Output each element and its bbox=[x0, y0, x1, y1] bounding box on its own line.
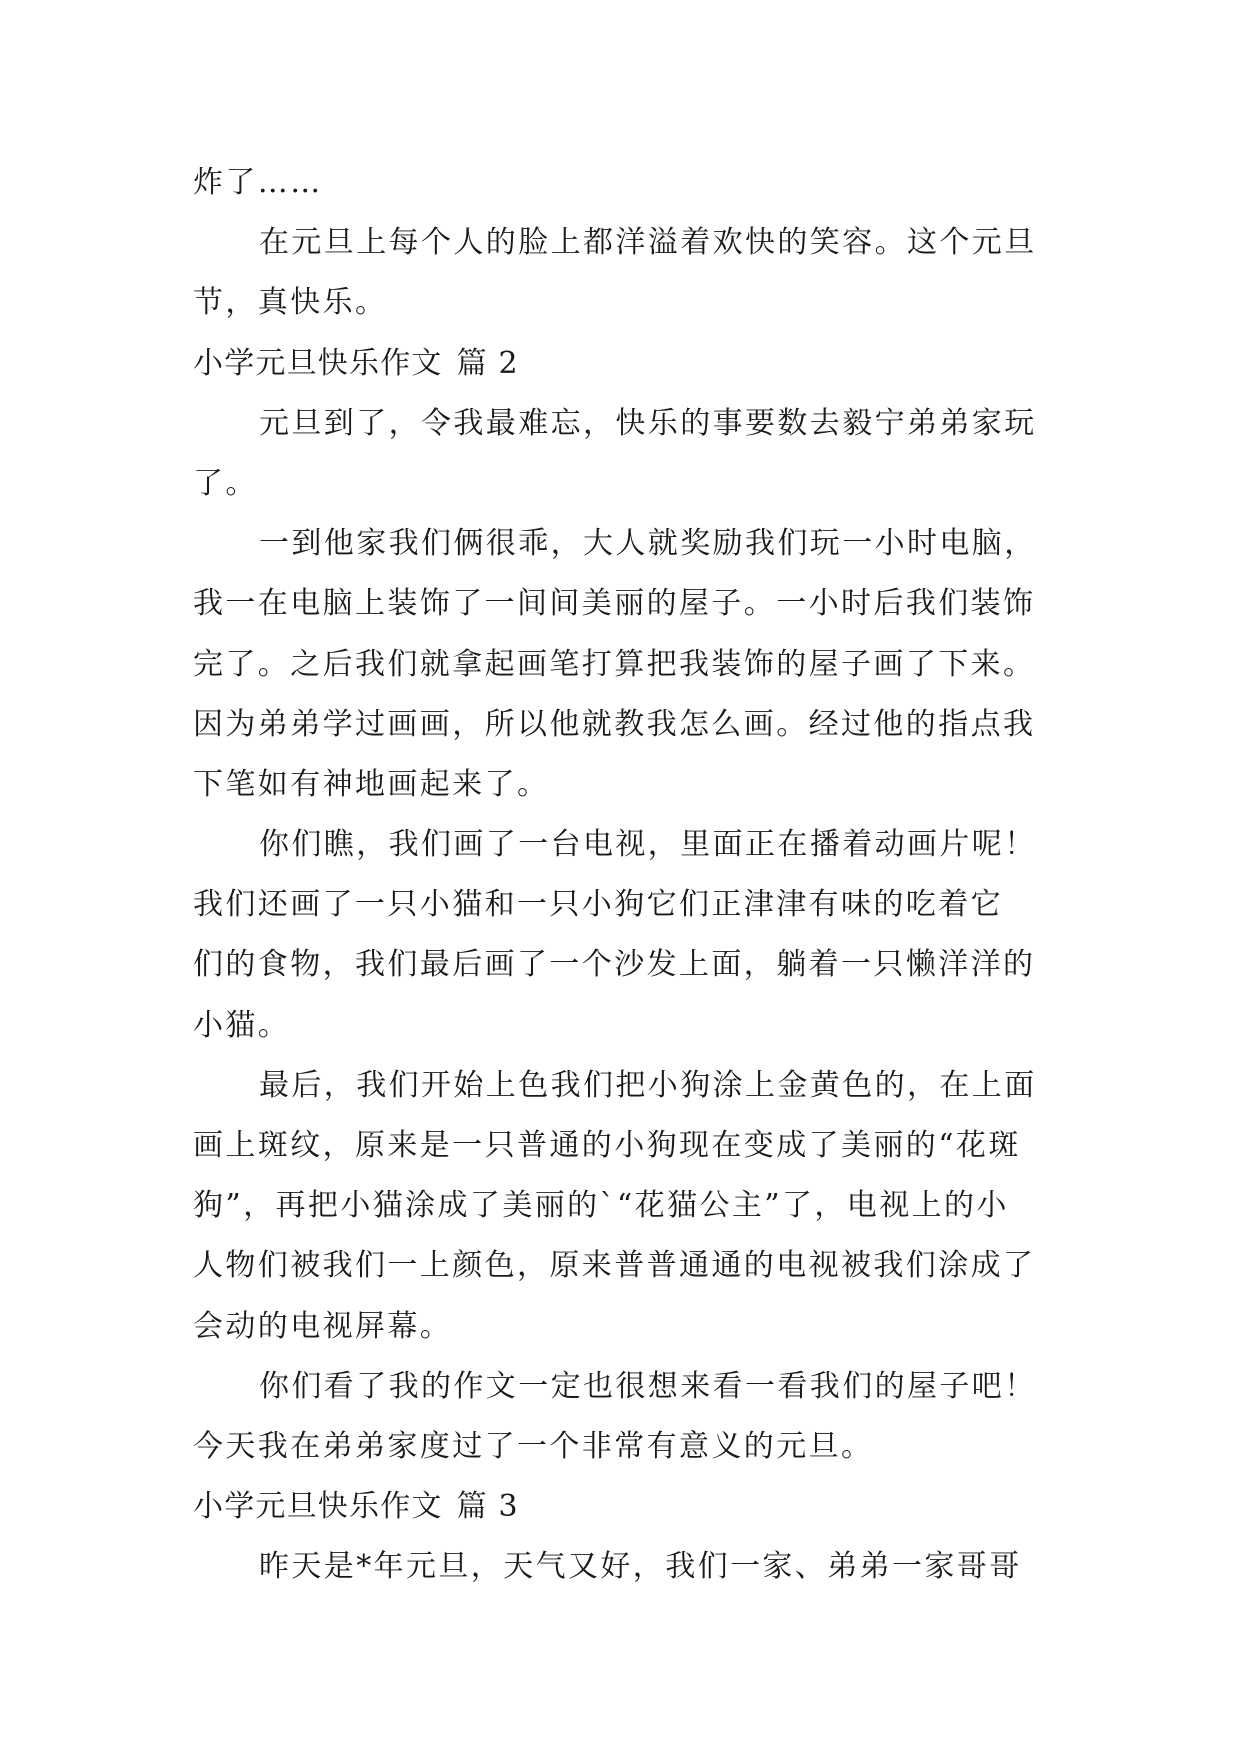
section-heading-title: 小学元旦快乐作文 bbox=[193, 345, 443, 381]
paragraph-line: 今天我在弟弟家度过了一个非常有意义的元旦。 bbox=[193, 1428, 874, 1464]
section-heading bbox=[193, 334, 1051, 394]
paragraph-line: 我们还画了一只小猫和一只小狗它们正津津有味的吃着它 bbox=[193, 887, 1003, 923]
paragraph-line: 人物们被我们一上颜色，原来普普通通的电视被我们涂成了 bbox=[193, 1248, 1036, 1284]
paragraph-line: 们的食物，我们最后画了一个沙发上面，躺着一只懒洋洋的 bbox=[193, 947, 1036, 983]
paragraph-line: 炸了…… bbox=[193, 165, 323, 200]
paragraph-line: 会动的电视屏幕。 bbox=[193, 1308, 453, 1344]
paragraph-line: 小猫。 bbox=[193, 1007, 291, 1043]
paragraph-line: 你们看了我的作文一定也很想来看一看我们的屋子吧！ bbox=[259, 1368, 1037, 1404]
section-heading-number: 篇 3 bbox=[456, 1489, 519, 1525]
paragraph-line: 狗”，再把小猫涂成了美丽的`“花猫公主”了，电视上的小 bbox=[193, 1188, 1009, 1224]
paragraph-line: 最后，我们开始上色我们把小狗涂上金黄色的，在上面 bbox=[259, 1067, 1037, 1103]
paragraph-line: 因为弟弟学过画画，所以他就教我怎么画。经过他的指点我 bbox=[193, 706, 1036, 742]
paragraph-line: 昨天是*年元旦，天气又好，我们一家、弟弟一家哥哥 bbox=[259, 1549, 1022, 1585]
paragraph-line: 画上斑纹，原来是一只普通的小狗现在变成了美丽的“花斑 bbox=[193, 1128, 1021, 1163]
paragraph-line: 一到他家我们俩很乖，大人就奖励我们玩一小时电脑， bbox=[259, 526, 1037, 562]
paragraph-line: 在元旦上每个人的脸上都洋溢着欢快的笑容。这个元旦 bbox=[259, 225, 1037, 261]
paragraph-line: 节，真快乐。 bbox=[193, 285, 388, 321]
section-heading bbox=[193, 1477, 1051, 1537]
paragraph-line: 了。 bbox=[193, 465, 258, 501]
section-heading-number: 篇 2 bbox=[456, 345, 519, 381]
paragraph-line: 元旦到了，令我最难忘，快乐的事要数去毅宁弟弟家玩 bbox=[259, 405, 1037, 441]
paragraph-line: 完了。之后我们就拿起画笔打算把我装饰的屋子画了下来。 bbox=[193, 646, 1036, 682]
section-heading-title: 小学元旦快乐作文 bbox=[193, 1489, 443, 1525]
document-body bbox=[193, 153, 1051, 1598]
paragraph-line: 你们瞧，我们画了一台电视，里面正在播着动画片呢！ bbox=[259, 827, 1037, 863]
paragraph-line: 下笔如有神地画起来了。 bbox=[193, 766, 550, 802]
paragraph-line: 我一在电脑上装饰了一间间美丽的屋子。一小时后我们装饰 bbox=[193, 586, 1036, 622]
